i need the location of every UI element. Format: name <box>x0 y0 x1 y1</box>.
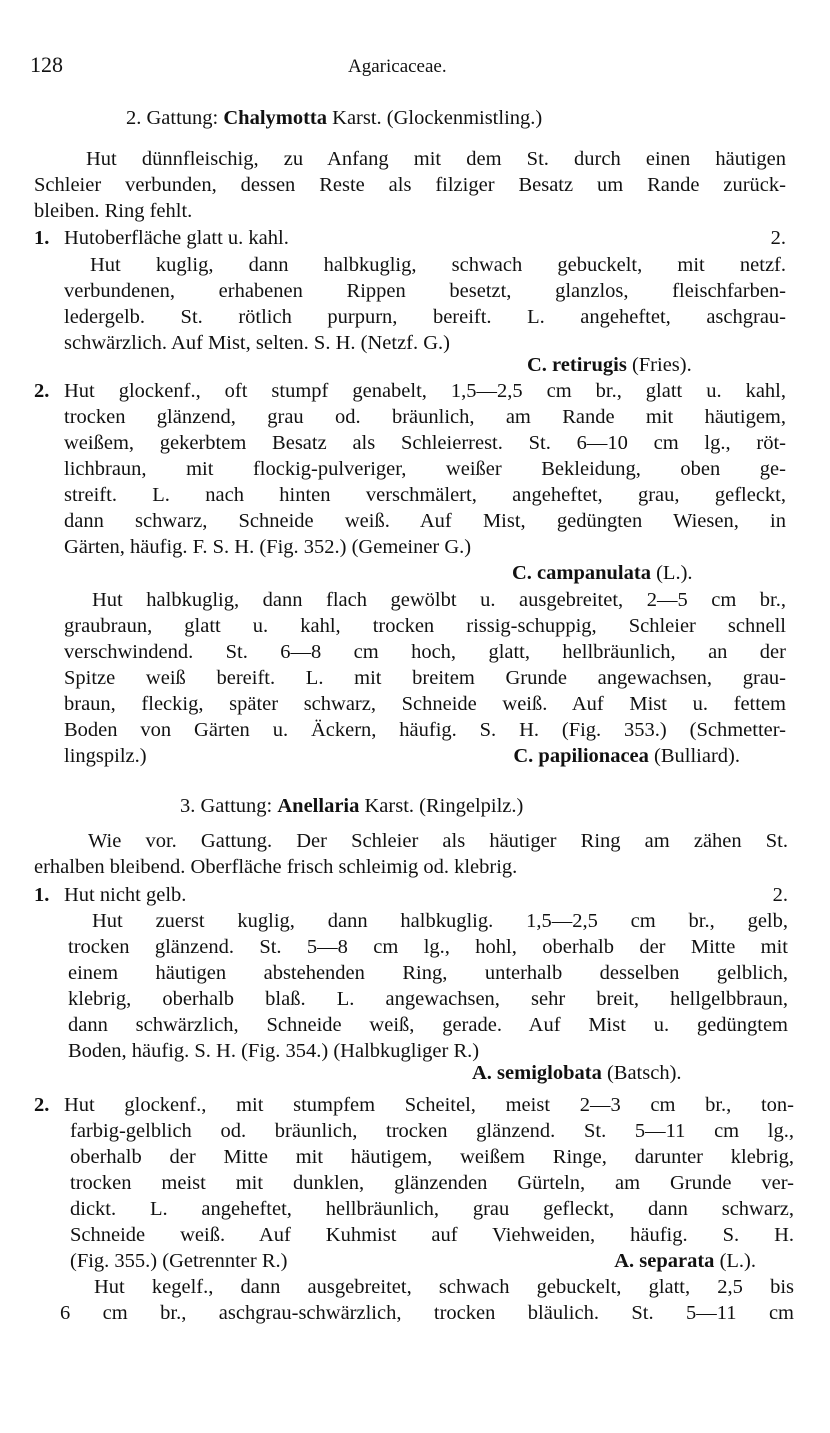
text-line <box>64 430 786 456</box>
line-text: Hut dünnfleischig, zu Anfang mit dem St. durch einen häutigen <box>86 148 786 170</box>
bold-term: A. semiglobata <box>472 1062 602 1084</box>
line-text: streift. L. nach hinten verschmälert, angeheftet, grau, gefleckt, <box>64 484 786 506</box>
line-text: Hut kuglig, dann halbkuglig, schwach gebuckelt, mit netzf. <box>90 254 786 276</box>
text-line <box>68 960 788 986</box>
text-line <box>64 613 786 639</box>
key-number: 1. <box>34 227 50 249</box>
line-text: ledergelb. St. rötlich purpurn, bereift. L. angeheftet, aschgrau- <box>64 306 786 328</box>
line-text: trocken glänzend. St. 5—8 cm lg., hohl, oberhalb der Mitte mit <box>68 936 788 958</box>
line-text-after: (Fries). <box>626 354 692 376</box>
text-line <box>64 743 740 769</box>
line-text: Schleier verbunden, dessen Reste als filziger Besatz um Rande zurück- <box>34 174 786 196</box>
line-text: Hut kegelf., dann ausgebreitet, schwach gebuckelt, glatt, 2,5 bis <box>94 1276 794 1298</box>
line-text: schwärzlich. Auf Mist, selten. S. H. (Netzf. G.) <box>64 332 450 354</box>
line-text: verbundenen, erhabenen Rippen besetzt, glanzlos, fleischfarben- <box>64 280 786 302</box>
key-target: 2. <box>770 227 786 249</box>
text-line <box>34 198 192 224</box>
text-line <box>34 882 788 908</box>
key-number: 2. <box>34 1094 50 1116</box>
text-line <box>70 1248 756 1274</box>
text-line <box>34 172 786 198</box>
species-name <box>614 1248 756 1274</box>
line-text: erhalben bleibend. Oberfläche frisch schleimig od. klebrig. <box>34 856 518 878</box>
line-text: braun, fleckig, später schwarz, Schneide weiß. Auf Mist u. fettem <box>64 693 786 715</box>
text-line <box>527 352 692 378</box>
text-line <box>64 717 786 743</box>
line-text: trocken glänzend, grau od. bräunlich, am Rande mit häutigem, <box>64 406 786 428</box>
text-line <box>64 304 786 330</box>
line-text: graubraun, glatt u. kahl, trocken rissig-schuppig, Schleier schnell <box>64 615 786 637</box>
species-author: (L.). <box>714 1250 756 1272</box>
line-text: oberhalb der Mitte mit häutigem, weißem Ringe, darunter klebrig, <box>70 1146 794 1168</box>
line-text: 2. Gattung: <box>126 107 224 129</box>
text-line <box>70 1170 794 1196</box>
key-target: 2. <box>772 884 788 906</box>
text-line <box>70 1144 794 1170</box>
text-line <box>64 534 471 560</box>
line-text: bleiben. Ring fehlt. <box>34 200 193 222</box>
text-line <box>64 482 786 508</box>
bold-term: C. campanulata <box>512 562 651 584</box>
text-line <box>34 854 517 880</box>
text-line <box>68 1038 479 1064</box>
text-line <box>64 691 786 717</box>
line-text: Schneide weiß. Auf Kuhmist auf Viehweiden, häufig. S. H. <box>70 1224 794 1246</box>
line-text: farbig-gelblich od. bräunlich, trocken glänzend. St. 5—11 cm lg., <box>70 1120 794 1142</box>
text-line <box>86 146 786 172</box>
bold-term: C. retirugis <box>527 354 627 376</box>
line-text: Boden von Gärten u. Äckern, häufig. S. H. (Fig. 353.) (Schmetter- <box>64 719 786 741</box>
text-line <box>68 986 788 1012</box>
line-text: Hut zuerst kuglig, dann halbkuglig. 1,5—2,5 cm br., gelb, <box>92 910 788 932</box>
text-line <box>70 1196 794 1222</box>
bold-term: Anellaria <box>277 795 360 817</box>
text-line <box>92 587 786 613</box>
text-line <box>64 508 786 534</box>
line-text: Wie vor. Gattung. Der Schleier als häutiger Ring am zähen St. <box>88 830 788 852</box>
text-line <box>70 1222 794 1248</box>
line-text: (Fig. 355.) (Getrennter R.) <box>70 1250 288 1272</box>
key-text: Hut glockenf., mit stumpfem Scheitel, meist 2—3 cm br., ton- <box>64 1094 794 1116</box>
key-text: Hut glockenf., oft stumpf genabelt, 1,5—2,5 cm br., glatt u. kahl, <box>64 380 786 402</box>
key-text: Hutoberfläche glatt u. kahl. <box>64 227 289 249</box>
text-line <box>70 1118 794 1144</box>
text-line <box>180 793 523 819</box>
text-line <box>34 1092 794 1118</box>
text-line <box>94 1274 794 1300</box>
line-text: Boden, häufig. S. H. (Fig. 354.) (Halbkugliger R.) <box>68 1040 480 1062</box>
bold-term: Chalymotta <box>223 107 328 129</box>
text-line <box>512 560 693 586</box>
line-text: dann schwärzlich, Schneide weiß, gerade. Auf Mist u. gedüngtem <box>68 1014 788 1036</box>
species-binomial: A. separata <box>614 1250 715 1272</box>
text-line <box>472 1060 682 1086</box>
page-number: 128 <box>30 52 63 77</box>
text-line <box>68 934 788 960</box>
line-text: einem häutigen abstehenden Ring, unterhalb desselben gelblich, <box>68 962 788 984</box>
text-line <box>64 665 786 691</box>
species-binomial: C. papilionacea <box>513 745 649 767</box>
line-text: weißem, gekerbtem Besatz als Schleierrest. St. 6—10 cm lg., röt- <box>64 432 786 454</box>
text-line <box>64 278 786 304</box>
line-text: dann schwarz, Schneide weiß. Auf Mist, gedüngten Wiesen, in <box>64 510 786 532</box>
text-line <box>126 105 542 131</box>
text-line <box>64 456 786 482</box>
line-text: Gärten, häufig. F. S. H. (Fig. 352.) (Gemeiner G.) <box>64 536 472 558</box>
text-line <box>60 1300 794 1326</box>
text-line <box>34 225 786 251</box>
line-text: lichbraun, mit flockig-pulveriger, weißer Bekleidung, oben ge- <box>64 458 786 480</box>
line-text: Hut halbkuglig, dann flach gewölbt u. ausgebreitet, 2—5 cm br., <box>92 589 786 611</box>
line-text: 6 cm br., aschgrau-schwärzlich, trocken bläulich. St. 5—11 cm <box>60 1302 794 1324</box>
species-name <box>513 743 740 769</box>
text-line <box>64 404 786 430</box>
line-text: dickt. L. angeheftet, hellbräunlich, grau gefleckt, dann schwarz, <box>70 1198 794 1220</box>
line-text-after: (Batsch). <box>601 1062 682 1084</box>
text-line <box>92 908 788 934</box>
line-text-after: (L.). <box>650 562 693 584</box>
line-text: Spitze weiß bereift. L. mit breitem Grunde angewachsen, grau- <box>64 667 786 689</box>
line-text: lingspilz.) <box>64 745 147 767</box>
line-text-after: Karst. (Ringelpilz.) <box>359 795 524 817</box>
line-text-after: Karst. (Glockenmistling.) <box>327 107 543 129</box>
key-number: 1. <box>34 884 50 906</box>
text-line <box>90 252 786 278</box>
line-text: trocken meist mit dunklen, glänzenden Gürteln, am Grunde ver- <box>70 1172 794 1194</box>
text-line <box>68 1012 788 1038</box>
line-text: klebrig, oberhalb blaß. L. angewachsen, sehr breit, hellgelbbraun, <box>68 988 788 1010</box>
line-text: 3. Gattung: <box>180 795 278 817</box>
species-author: (Bulliard). <box>648 745 740 767</box>
text-line <box>34 378 786 404</box>
key-number: 2. <box>34 380 50 402</box>
text-line <box>64 330 450 356</box>
running-title: Agaricaceae. <box>348 56 447 77</box>
text-line <box>88 828 788 854</box>
text-line <box>64 639 786 665</box>
line-text: verschwindend. St. 6—8 cm hoch, glatt, hellbräunlich, an der <box>64 641 786 663</box>
key-text: Hut nicht gelb. <box>64 884 187 906</box>
